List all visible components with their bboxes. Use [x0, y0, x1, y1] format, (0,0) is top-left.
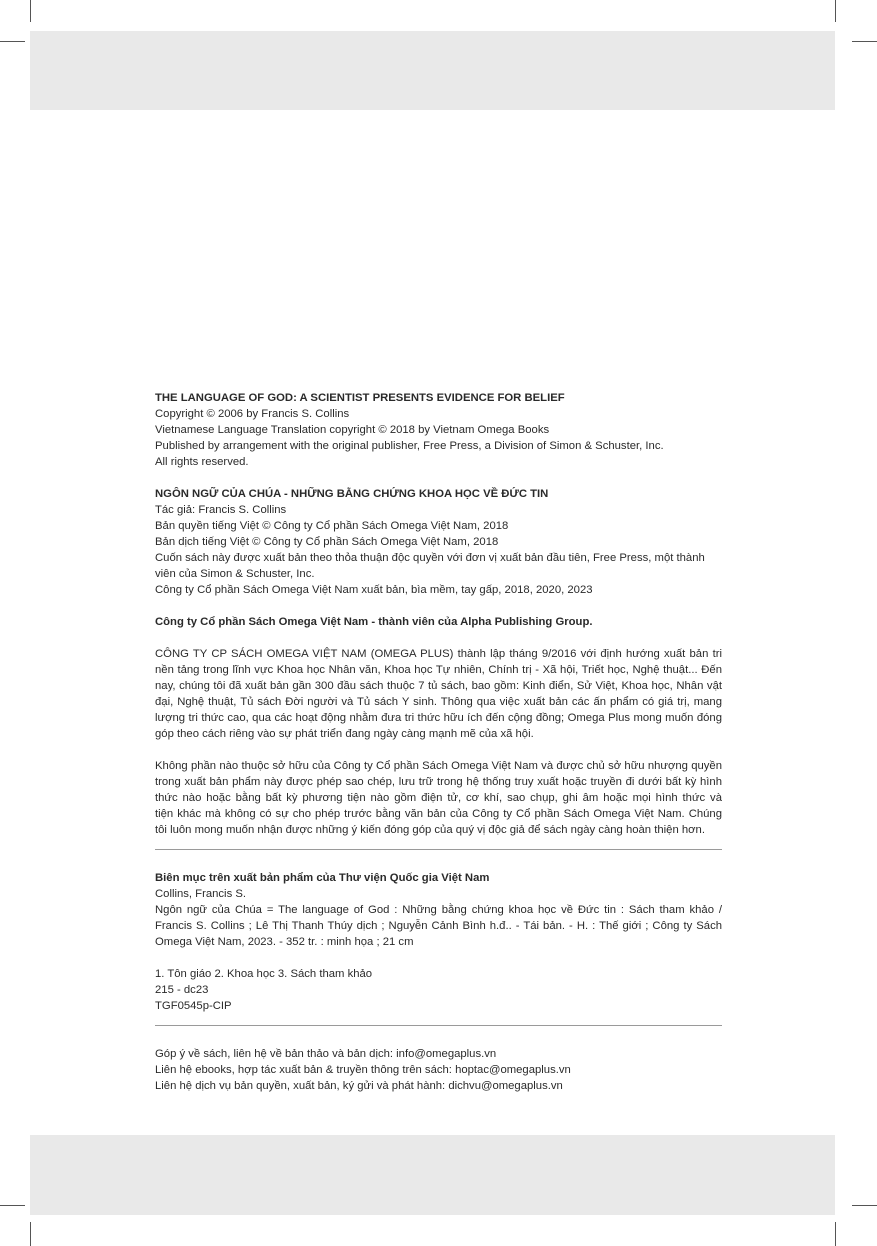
spacer [155, 630, 722, 646]
publisher-membership [155, 614, 722, 630]
text-line: 215 - dc23 [155, 984, 209, 996]
section-heading: THE LANGUAGE OF GOD: A SCIENTIST PRESENTS EVIDENCE FOR BELIEF [155, 392, 565, 404]
crop-mark [0, 1205, 25, 1206]
publisher-about [155, 646, 722, 742]
text-line: CÔNG TY CP SÁCH OMEGA VIỆT NAM (OMEGA PLUS) thành lập tháng 9/2016 với định hướng xuất bản tri [155, 648, 722, 660]
vietnamese-copyright [155, 486, 722, 598]
text-line: đại, Nghệ thuật, Tủ sách Đời người và Tủ sách Y sinh. Thông qua việc xuất bản các ấn phẩm có giá trị, mang [155, 696, 722, 708]
text-line: thức nào hoặc bằng bất kỳ phương tiện nào gồm điện tử, cơ khí, sao chụp, ghi âm hoặc mọi hình thức và [155, 792, 722, 804]
divider [155, 849, 722, 850]
english-copyright [155, 390, 722, 470]
text-line: Copyright © 2006 by Francis S. Collins [155, 408, 350, 420]
crop-mark [852, 1205, 877, 1206]
text-line: tôi luôn mong muốn nhận được những ý kiến đóng góp của quý vị độc giả để sách ngày càng hoàn thiện hơn. [155, 824, 705, 836]
text-line: góp theo cách riêng vào sự phát triển đang ngày càng mạnh mẽ của xã hội. [155, 728, 534, 740]
text-line: Góp ý về sách, liên hệ về bản thảo và bản dịch: info@omegaplus.vn [155, 1048, 497, 1060]
rights-notice [155, 758, 722, 838]
text-line: Bản quyền tiếng Việt © Công ty Cổ phần Sách Omega Việt Nam, 2018 [155, 520, 509, 532]
text-line: 1. Tôn giáo 2. Khoa học 3. Sách tham khảo [155, 968, 373, 980]
section-heading: Biên mục trên xuất bản phẩm của Thư viện Quốc gia Việt Nam [155, 872, 490, 884]
text-line: tiện khác mà không có sự cho phép trước bằng văn bản của Công ty Cổ phần Sách Omega Việt Nam. Chúng [155, 808, 722, 820]
text-line: All rights reserved. [155, 456, 249, 468]
crop-mark [0, 41, 25, 42]
text-line: Liên hệ ebooks, hợp tác xuất bản & truyền thông trên sách: hoptac@omegaplus.vn [155, 1064, 571, 1076]
crop-mark [852, 41, 877, 42]
copyright-page-content [155, 390, 722, 1094]
text-line: nền tảng trong lĩnh vực Khoa học Nhân văn, Khoa học Tự nhiên, Chính trị - Xã hội, Triết học, Nghệ thuật... Đến [155, 664, 722, 676]
text-line: TGF0545p-CIP [155, 1000, 232, 1012]
cataloging-record [155, 870, 722, 950]
top-gray-band [30, 31, 835, 110]
crop-mark [835, 0, 836, 22]
text-line: Collins, Francis S. [155, 888, 247, 900]
spacer [155, 950, 722, 966]
crop-mark [30, 1222, 31, 1246]
section-heading: NGÔN NGỮ CỦA CHÚA - NHỮNG BẰNG CHỨNG KHOA HỌC VỀ ĐỨC TIN [155, 488, 549, 500]
text-line: Ngôn ngữ của Chúa = The language of God : Những bằng chứng khoa học về Đức tin : Sách tham khảo / [155, 904, 722, 916]
text-line: Công ty Cổ phần Sách Omega Việt Nam xuất bản, bìa mềm, tay gấp, 2018, 2020, 2023 [155, 584, 593, 596]
text-line: Liên hệ dịch vụ bản quyền, xuất bản, ký gửi và phát hành: dichvu@omegaplus.vn [155, 1080, 563, 1092]
spacer [155, 742, 722, 758]
divider [155, 1025, 722, 1026]
text-line: lượng tri thức cao, qua các hoạt động nhằm đưa tri thức hữu ích đến cộng đồng; Omega Plus mong muốn đóng [155, 712, 722, 724]
text-line: Cuốn sách này được xuất bản theo thỏa thuận độc quyền với đơn vị xuất bản đầu tiên, Free Press, một thành [155, 552, 705, 564]
text-line: Không phần nào thuộc sở hữu của Công ty Cổ phần Sách Omega Việt Nam và được chủ sở hữu nhượng quyền [155, 760, 722, 772]
crop-mark [30, 0, 31, 22]
spacer [155, 598, 722, 614]
classification [155, 966, 722, 1014]
text-line: Tác giả: Francis S. Collins [155, 504, 287, 516]
bottom-gray-band [30, 1135, 835, 1215]
text-line: Bản dịch tiếng Việt © Công ty Cổ phần Sách Omega Việt Nam, 2018 [155, 536, 499, 548]
text-line: Vietnamese Language Translation copyright © 2018 by Vietnam Omega Books [155, 424, 550, 436]
text-line: Francis S. Collins ; Lê Thị Thanh Thúy dịch ; Nguyễn Cảnh Bình h.đ.. - Tái bản. - H. : Thế giới ; Công ty Sách [155, 920, 722, 932]
contact-info [155, 1046, 722, 1094]
section-heading: Công ty Cổ phần Sách Omega Việt Nam - thành viên của Alpha Publishing Group. [155, 616, 593, 628]
text-line: viên của Simon & Schuster, Inc. [155, 568, 315, 580]
text-line: Omega Việt Nam, 2023. - 352 tr. : minh họa ; 21 cm [155, 936, 414, 948]
text-line: Published by arrangement with the original publisher, Free Press, a Division of Simon & Schuster, Inc. [155, 440, 664, 452]
text-line: nay, chúng tôi đã xuất bản gần 300 đầu sách thuộc 7 tủ sách, bao gồm: Kinh điển, Sử Việt, Khoa học, Nhân vật [155, 680, 722, 692]
spacer [155, 470, 722, 486]
text-line: trong xuất bản phẩm này được phép sao chép, lưu trữ trong hệ thống truy xuất hoặc truyền đi dưới bất kỳ hình [155, 776, 722, 788]
crop-mark [835, 1222, 836, 1246]
